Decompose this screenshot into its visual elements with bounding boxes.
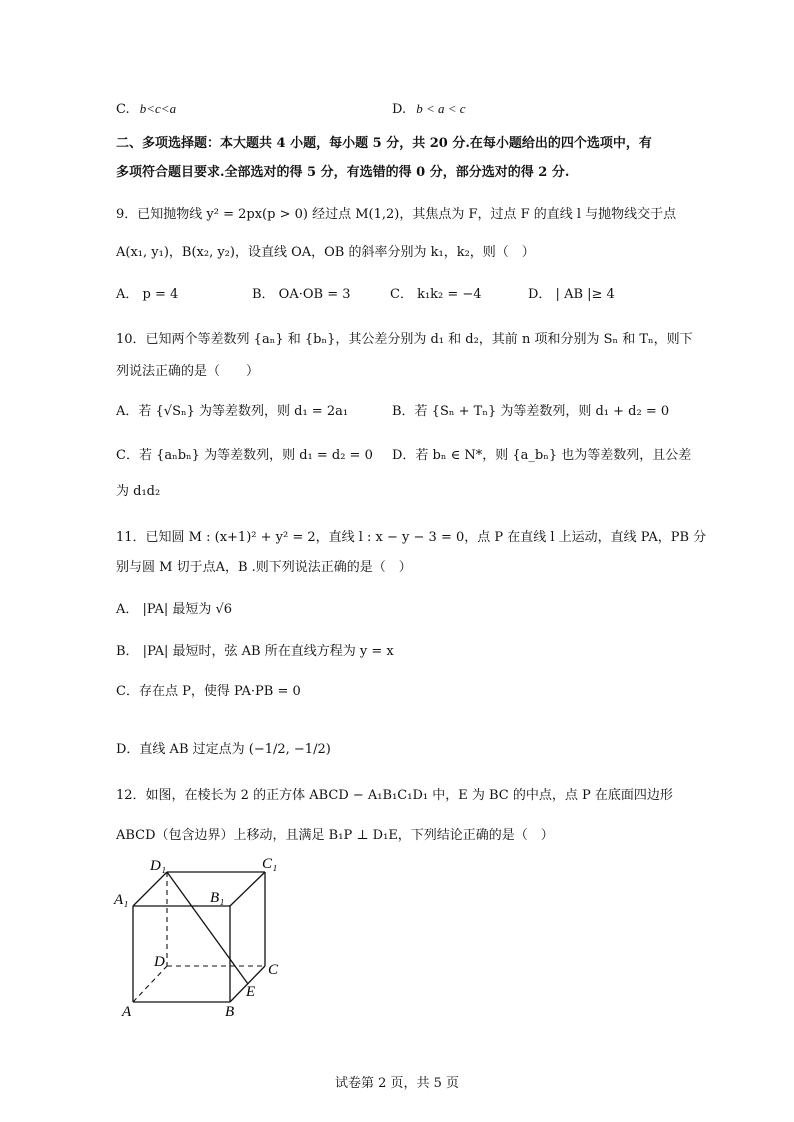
page-footer: 试卷第 2 页，共 5 页 (334, 1076, 460, 1091)
label-c1: C₁ (262, 856, 278, 872)
q9-stem-line2: A(x₁, y₁)，B(x₂, y₂)，设直线 OA，OB 的斜率分别为 k₁，k₂，则（ ） (116, 245, 535, 260)
q12-stem-line1: 12．如图，在棱长为 2 的正方体 ABCD − A₁B₁C₁D₁ 中，E 为 BC 的中点，点 P 在底面四边形 (116, 788, 673, 803)
q10-option-a: A．若 {√Sₙ} 为等差数列，则 d₁ = 2a₁ (116, 404, 349, 419)
q10-option-d: D．若 bₙ ∈ N*，则 {a_bₙ} 也为等差数列，且公差 (392, 448, 692, 463)
q9-option-a: A． p = 4 (116, 287, 179, 302)
q8-option-c: C. b<c<a (116, 101, 177, 117)
label-d: D (154, 954, 165, 970)
q11-option-d: D．直线 AB 过定点为 (−1/2, −1/2) (116, 742, 331, 757)
q8-option-d: D. b < a < c (392, 101, 466, 117)
edge-a-d-hidden (133, 966, 167, 1002)
segment-d1-e (167, 872, 248, 984)
q11-option-a: A． |PA| 最短为 √6 (116, 602, 233, 617)
label-a: A (122, 1004, 132, 1020)
label-e: E (246, 984, 256, 1000)
label-d1: D₁ (150, 858, 167, 874)
q9-option-d: D． | AB |≥ 4 (528, 287, 615, 302)
q9-stem-line1: 9．已知抛物线 y² = 2px(p > 0) 经过点 M(1,2)，其焦点为 F，过点 F 的直线 l 与抛物线交于点 (116, 207, 677, 222)
q10-stem-line2: 列说法正确的是（ ） (116, 364, 260, 379)
q10-option-c: C．若 {aₙbₙ} 为等差数列，则 d₁ = d₂ = 0 (116, 448, 373, 463)
q11-option-c: C．存在点 P，使得 PA·PB = 0 (116, 684, 301, 699)
edge-a1-d1 (133, 872, 167, 906)
label-a1: A₁ (114, 892, 129, 908)
q11-stem-line2: 别与圆 M 切于点A，B .则下列说法正确的是（ ） (116, 560, 412, 575)
section2-line1: 二、多项选择题：本大题共 4 小题，每小题 5 分，共 20 分.在每小题给出的四个选项中，有 (116, 136, 652, 151)
cube-figure (110, 850, 310, 1020)
edge-b1-c1 (230, 872, 265, 906)
q11-option-b: B． |PA| 最短时，弦 AB 所在直线方程为 y = x (116, 644, 394, 659)
q10-stem-line1: 10．已知两个等差数列 {aₙ} 和 {bₙ}，其公差分别为 d₁ 和 d₂，其前 n 项和分别为 Sₙ 和 Tₙ，则下 (116, 332, 693, 347)
q9-option-c: C． k₁k₂ = −4 (390, 287, 482, 302)
q9-option-b: B． OA·OB = 3 (252, 287, 351, 302)
label-c: C (268, 962, 279, 978)
q10-option-d-cont: 为 d₁d₂ (116, 484, 161, 499)
q10-option-b: B．若 {Sₙ + Tₙ} 为等差数列，则 d₁ + d₂ = 0 (392, 404, 670, 419)
label-b1: B₁ (210, 890, 225, 906)
section2-line2: 多项符合题目要求.全部选对的得 5 分，有选错的得 0 分，部分选对的得 2 分. (116, 165, 570, 180)
label-b: B (225, 1004, 235, 1020)
q12-stem-line2: ABCD（包含边界）上移动，且满足 B₁P ⊥ D₁E，下列结论正确的是（ ） (116, 828, 554, 843)
q11-stem-line1: 11．已知圆 M : (x+1)² + y² = 2，直线 l : x − y − 3 = 0，点 P 在直线 l 上运动，直线 PA，PB 分 (116, 530, 707, 545)
